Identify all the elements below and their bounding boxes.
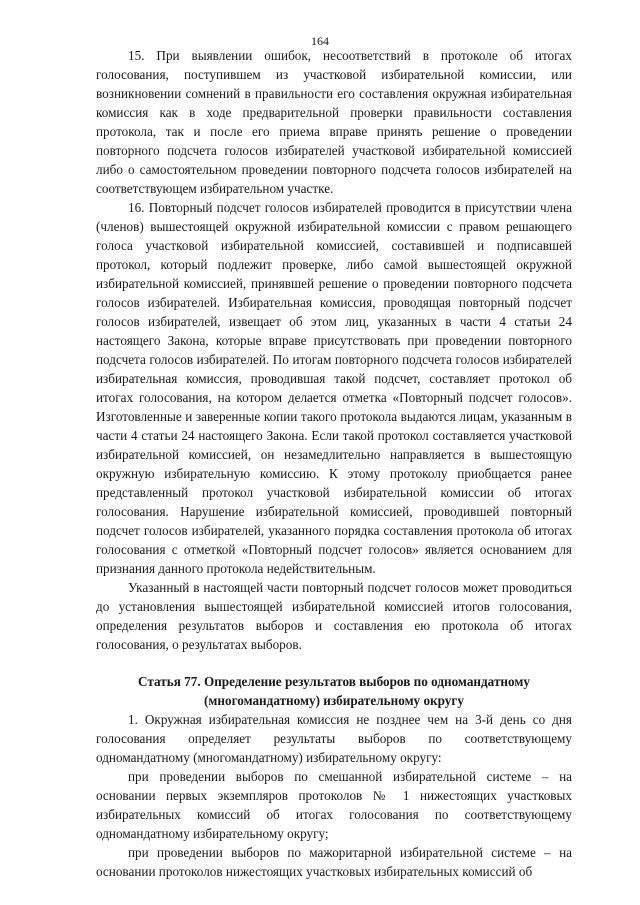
article-77-paragraph-1: 1. Окружная избирательная комиссия не позднее чем на 3-й день со дня голосования определяет результаты выборов по соответствующему одномандатному (многомандатному) избирательному округу: — [96, 712, 572, 765]
article-heading-line-1: Статья 77. Определение результатов выборов по одномандатному — [138, 674, 530, 689]
article-77-mixed-system-clause: при проведении выборов по смешанной избирательной системе – на основании первых экземпляров протоколов № 1 нижестоящих участковых избирательных комиссий об итогах голосования по соответствующему одномандатному избирательному округу; — [96, 769, 572, 841]
paragraph-15: 15. При выявлении ошибок, несоответствий в протоколе об итогах голосования, поступившем из участковой избирательной комиссии, или возникновении сомнений в правильности его составления окружная избирательная комиссия как в ходе предварительной проверки правильности составления протокола, так и после его приема вправе принять решение о проведении повторного подсчета голосов избирателей участковой избирательной комиссией либо о самостоятельном проведении повторного подсчета голосов избирателей на соответствующем избирательном участке. — [96, 48, 572, 196]
article-77-heading — [96, 672, 572, 710]
paragraph-16: 16. Повторный подсчет голосов избирателей проводится в присутствии члена (членов) вышестоящей окружной избирательной комиссии с правом решающего голоса участковой избирательной комиссией, составившей и подписавшей протокол, который подлежит проверке, либо самой вышестоящей окружной избирательной комиссией, принявшей решение о проведении повторного подсчета голосов избирателей. Избирательная комиссия, проводящая повторный подсчет голосов избирателей, извещает об этом лиц, указанных в части 4 статьи 24 настоящего Закона, которые вправе присутствовать при проведении повторного подсчета голосов избирателей. По итогам повторного подсчета голосов избирателей избирательная комиссия, проводившая такой подсчет, составляет протокол об итогах голосования, на котором делается отметка «Повторный подсчет голосов». Изготовленные и заверенные копии такого протокола выдаются лицам, указанным в части 4 статьи 24 настоящего Закона. Если такой протокол составляется участковой избирательной комиссией, он незамедлительно направляется в вышестоящую окружную избирательную комиссию. К этому протоколу приобщается ранее представленный протокол участковой избирательной комиссии об итогах голосования. Нарушение избирательной комиссией, проводившей повторный подсчет голосов избирателей, указанного порядка составления протокола об итогах голосования с отметкой «Повторный подсчет голосов» является основанием для признания данного протокола недействительным. — [96, 200, 572, 576]
page-content — [96, 46, 572, 881]
article-77-majoritarian-clause: при проведении выборов по мажоритарной избирательной системе – на основании протоколов нижестоящих участковых избирательных комиссий об — [96, 845, 572, 879]
paragraph-16-continuation: Указанный в настоящей части повторный подсчет голосов может проводиться до установления вышестоящей избирательной комиссией итогов голосования, определения результатов выборов и составления ею протокола об итогах голосования, о результатах выборов. — [96, 580, 572, 652]
article-heading-line-2: (многомандатному) избирательному округу — [204, 693, 464, 708]
page-number: 164 — [311, 34, 329, 48]
